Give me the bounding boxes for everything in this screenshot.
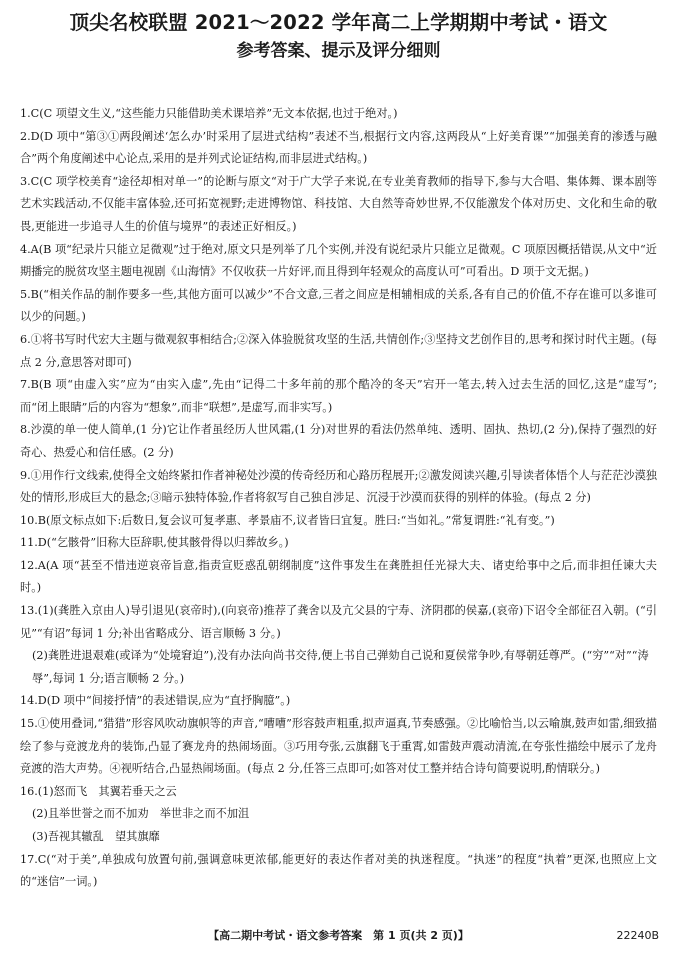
answer-7: 7.B(B 项“由虚入实”应为“由实入虚”,先由“记得二十多年前的那个酷冷的冬天”宕开一笔去,转入过去生活的回忆,这是“虚写”;而“闭上眼睛”后的内容为“想象”,而非“联想”,是虚写,而非实写。) (20, 378, 657, 414)
answer-12: 12.A(A 项“甚至不惜违逆哀帝旨意,指责宣贬惑乱朝纲制度”这件事发生在龚胜担任光禄大夫、诸吏给事中之后,而非担任谏大夫时。) (20, 558, 657, 595)
answer-list (20, 103, 657, 894)
answer-17: 17.C(“对于美”,单独成句放置句前,强调意味更浓郁,能更好的表达作者对美的执迷程度。“执迷”的程度“执着”更深,也照应上文的“迷信”一词。) (20, 852, 657, 889)
answer-10: 10.B(原文标点如下:后数日,复会议可复孝惠、孝景庙不,议者皆曰宜复。胜曰:“当如礼。”常复谓胜:“礼有变。”) (20, 513, 555, 527)
answer-5: 5.B(“相关作品的制作要多一些,其他方面可以减少”不合文意,三者之间应是相辅相成的关系,各有自己的价值,不存在谁可以多谁可以少的问题。) (20, 287, 657, 324)
answer-6: 6.①将书写时代宏大主题与微观叙事相结合;②深入体验脱贫攻坚的生活,共情创作;③坚持文艺创作目的,思考和探讨时代主题。(每点 2 分,意思答对即可) (20, 332, 657, 369)
answer-16-item-3: (3)吾视其辙乱 望其旗靡 (32, 830, 160, 843)
answer-3: 3.C(C 项学校美育“途径却相对单一”的论断与原文“对于广大学子来说,在专业美育教师的指导下,参与大合唱、集体舞、课本剧等艺术实践活动,不仅能丰富体验,还可拓宽视野;走进博物馆、科技馆、大自然等奇妙世界,不仅能激发个体对历史、文化和生命的敬畏,更能进一步追寻人生的价值与境界”的表述正好相反。) (20, 174, 657, 233)
answer-14: 14.D(D 项中“间接抒情”的表述错误,应为“直抒胸臆”。) (20, 694, 291, 708)
answer-11: 11.D(“乞骸骨”旧称大臣辞职,使其骸骨得以归葬故乡。) (20, 536, 289, 550)
answer-9: 9.①用作行文线索,使得全文始终紧扣作者神秘处沙漠的传奇经历和心路历程展开;②激发阅读兴趣,引导读者体悟个人与茫茫沙漠独处的情形,形成巨大的悬念;③暗示独特体验,作者将叙写自己独自涉足、沉浸于沙漠而获得的别样的体验。(每点 2 分) (20, 468, 657, 505)
answer-16-item-1: (1)怒而飞 其翼若垂天之云 (37, 784, 177, 798)
answer-16-item-2: (2)且举世誉之而不加劝 举世非之而不加沮 (32, 807, 250, 821)
answer-8: 8.沙漠的单一使人简单,(1 分)它让作者虽经历人世风霜,(1 分)对世界的看法仍然单纯、透明、固执、热切,(2 分),保持了强烈的好奇心、热爱心和信任感。(2 分) (20, 423, 657, 459)
answer-15: 15.①使用叠词,“猎猎”形容风吹动旗帜等的声音,“嘈嘈”形容鼓声粗重,拟声逼真,节奏感强。②比喻恰当,以云喻旗,鼓声如雷,细致描绘了参与竞渡龙舟的装饰,凸显了赛龙舟的热闹场面。③巧用夸张,云旗翻飞于重霄,如雷鼓声震动清流,在夸张性描绘中展示了龙舟竞渡的浩大声势。④视听结合,凸显热闹场面。(每点 2 分,任答三点即可;如答对仗工整并结合诗句简要说明,酌情联分。) (20, 717, 657, 776)
page-footer (0, 928, 677, 944)
footer-exam-code: 22240B (616, 929, 659, 942)
document-title: 顶尖名校联盟 2021～2022 学年高二上学期期中考试・语文 (69, 11, 608, 34)
document-subtitle: 参考答案、提示及评分细则 (236, 41, 441, 61)
answer-4: 4.A(B 项“纪录片只能立足微观”过于绝对,原文只是列举了几个实例,并没有说纪录片只能立足微观。C 项原因概括错误,从文中“近期播完的脱贫攻坚主题电视剧《山海情》不仅收获一片好评,而且得到年轻观众的高度认可”可看出。D 项于文无据。) (20, 242, 657, 279)
footer-page-info: 【高二期中考试・语文参考答案 第 1 页(共 2 页)】 (208, 929, 469, 942)
answer-13-part-2: (2)龚胜进退艰难(或译为“处境窘迫”),没有办法向尚书交待,便上书自己弹劾自己说和夏侯常争吵,有辱朝廷尊严。(“穷”“对”“涛辱”,每词 1 分;语言顺畅 2 分。) (32, 649, 649, 685)
answer-16-label: 16. (20, 784, 38, 798)
answer-16 (20, 781, 657, 804)
answer-2: 2.D(D 项中“第③①两段阐述‘怎么办’时采用了层进式结构”表述不当,根据行文内容,这两段从“上好美育课”“加强美育的渗透与融合”两个角度阐述中心论点,采用的是并列式论证结构,而非层进式结构。) (20, 129, 657, 166)
answer-13-part-1: 13.(1)(龚胜入京由人)导引退见(哀帝时),(向哀帝)推荐了龚舍以及亢父县的宁寿、济阴郡的侯嘉,(哀帝)下诏令全部征召入朝。(“引见”“有诏”每词 1 分;补出省略成分、语言顺畅 3 分。) (20, 604, 657, 640)
answer-1: 1.C(C 项望文生义,“这些能力只能借助美术课培养”无文本依据,也过于绝对。) (20, 107, 398, 120)
